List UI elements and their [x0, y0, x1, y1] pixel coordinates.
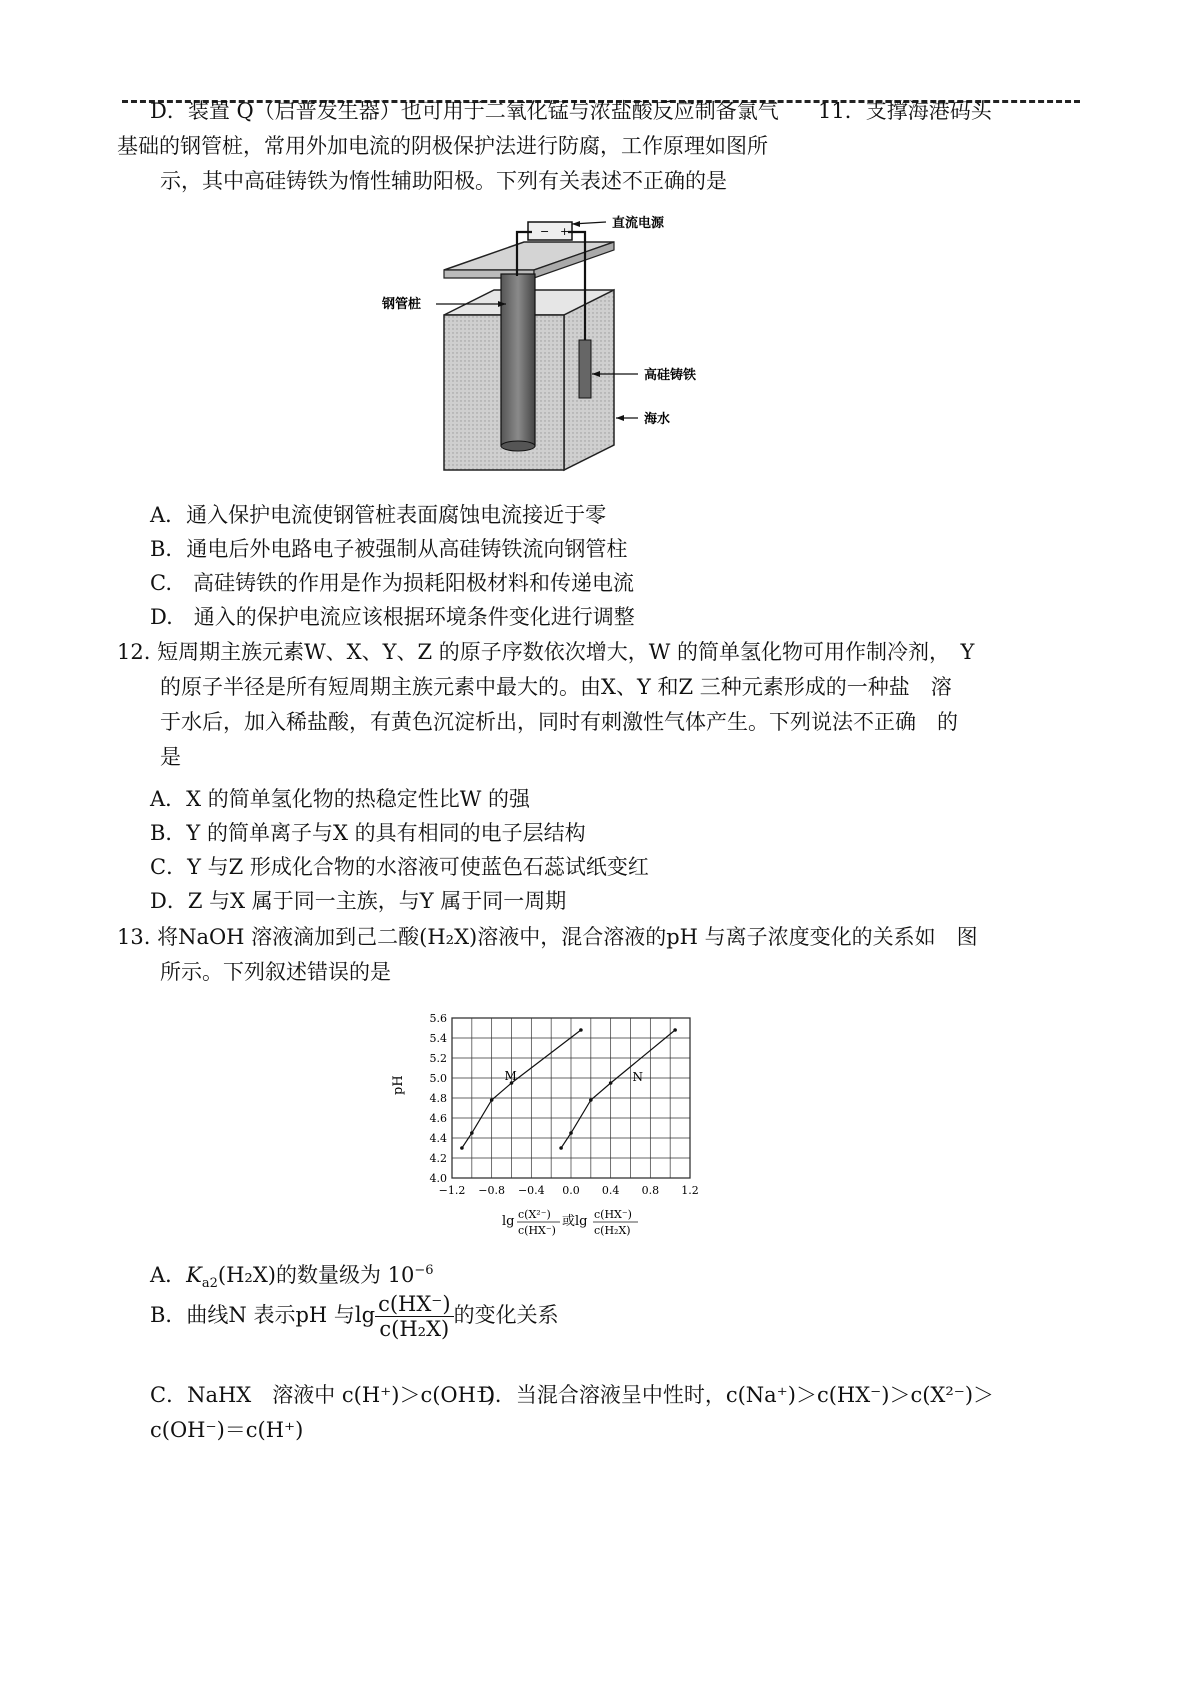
y-tick-label: 4.6	[429, 1112, 447, 1125]
data-point	[470, 1131, 474, 1135]
q12-stem-1: 12. 短周期主族元素W、X、Y、Z 的原子序数依次增大，W 的简单氢化物可用作制冷剂， Y	[117, 640, 975, 664]
anode-label: 高硅铸铁	[644, 368, 697, 383]
x-axis-label	[502, 1208, 638, 1237]
water-label: 海水	[644, 412, 671, 427]
q11-option-c: C. 高硅铸铁的作用是作为损耗阳极材料和传递电流	[150, 571, 634, 595]
q11-stem-3: 示，其中高硅铸铁为惰性辅助阳极。下列有关表述不正确的是	[160, 169, 727, 193]
q13-stem-1: 13. 将NaOH 溶液滴加到己二酸(H₂X)溶液中，混合溶液的pH 与离子浓度变化的关系如 图	[117, 925, 978, 949]
svg-text:+: +	[560, 225, 570, 238]
q13-option-a: A．$K_{a2}(H_2X)$的数量级为 $10^{-6}$	[150, 1263, 434, 1292]
series-line-M	[462, 1030, 581, 1148]
q12-option-b: B．Y 的简单离子与X 的具有相同的电子层结构	[150, 821, 586, 845]
pile-label: 钢管桩	[382, 297, 422, 312]
q12-stem-2: 的原子半径是所有短周期主族元素中最大的。由X、Y 和Z 三种元素形成的一种盐 溶	[160, 675, 952, 699]
svg-text:c(H₂X): c(H₂X)	[594, 1224, 631, 1237]
series-line-N	[561, 1030, 675, 1148]
series-label-N: N	[632, 1070, 643, 1084]
x-tick-label: −1.2	[438, 1184, 466, 1197]
y-tick-label: 4.4	[429, 1132, 447, 1145]
svg-text:−: −	[540, 225, 550, 238]
power-label: 直流电源	[612, 216, 665, 231]
y-axis-label: pH	[391, 1075, 406, 1095]
q13-option-b: B．曲线N 表示pH 与lg $\frac{c(HX^-)}{\text{c(H₂X)}}$ 的变化关系	[150, 1292, 559, 1341]
q12-option-a: A．X 的简单氢化物的热稳定性比W 的强	[150, 787, 531, 811]
q12-stem-4: 是	[160, 745, 181, 769]
y-tick-label: 5.0	[429, 1072, 447, 1085]
x-tick-label: 1.2	[681, 1184, 699, 1197]
steel-pile	[501, 274, 535, 446]
q13-stem-2: 所示。下列叙述错误的是	[160, 960, 391, 984]
x-tick-label: 0.8	[641, 1184, 660, 1197]
q11-option-d: D. 通入的保护电流应该根据环境条件变化进行调整	[150, 605, 635, 629]
y-tick-label: 5.6	[429, 1012, 447, 1025]
y-tick-label: 5.2	[429, 1052, 447, 1065]
svg-text:c(HX⁻): c(HX⁻)	[518, 1224, 556, 1237]
y-tick-label: 4.8	[429, 1092, 447, 1105]
svg-text:lg: lg	[502, 1214, 515, 1229]
y-tick-label: 4.0	[429, 1172, 447, 1185]
anode-rod	[579, 340, 591, 398]
svg-text:c(HX⁻): c(HX⁻)	[594, 1208, 632, 1221]
q13-option-d: D．当混合溶液呈中性时，c(Na⁺)＞c(HX⁻)＞c(X²⁻)＞	[478, 1383, 995, 1407]
y-tick-label: 5.4	[429, 1032, 447, 1045]
data-point	[569, 1131, 573, 1135]
q12-stem-3: 于水后，加入稀盐酸，有黄色沉淀析出，同时有刺激性气体产生。下列说法不正确 的	[160, 710, 958, 734]
q12-option-c: C．Y 与Z 形成化合物的水溶液可使蓝色石蕊试纸变红	[150, 855, 649, 879]
q11-option-b: B．通电后外电路电子被强制从高硅铸铁流向钢管柱	[150, 537, 628, 561]
x-tick-label: −0.8	[478, 1184, 506, 1197]
data-point	[490, 1098, 494, 1102]
data-point	[589, 1098, 593, 1102]
data-point	[579, 1028, 583, 1032]
prev-option-d: D．装置 Q（启普发生器）也可用于二氧化锰与浓盐酸反应制备氯气	[150, 99, 779, 123]
q13-option-c: C．NaHX 溶液中 c(H⁺)＞c(OH⁻)	[150, 1383, 496, 1407]
y-tick-label: 4.2	[429, 1152, 447, 1165]
q13-option-d-cont: c(OH⁻)＝c(H⁺)	[150, 1418, 304, 1442]
x-tick-label: 0.0	[562, 1184, 580, 1197]
x-tick-label: 0.4	[601, 1184, 620, 1197]
data-point	[673, 1028, 677, 1032]
cathodic-protection-diagram	[380, 200, 740, 490]
svg-text:c(X²⁻): c(X²⁻)	[518, 1208, 551, 1221]
data-point	[559, 1146, 563, 1150]
q12-option-d: D．Z 与X 属于同一主族，与Y 属于同一周期	[150, 889, 567, 913]
q11-stem-1: 11．支撑海港码头	[818, 99, 992, 123]
q11-stem-2: 基础的钢管桩，常用外加电流的阴极保护法进行防腐，工作原理如图所	[117, 134, 768, 158]
series-label-M: M	[504, 1069, 517, 1083]
q11-option-a: A．通入保护电流使钢管桩表面腐蚀电流接近于零	[150, 503, 607, 527]
x-tick-label: −0.4	[517, 1184, 545, 1197]
data-point	[460, 1146, 464, 1150]
ph-chart	[390, 1000, 730, 1240]
svg-text:或lg: 或lg	[562, 1214, 588, 1229]
data-point	[609, 1081, 613, 1085]
